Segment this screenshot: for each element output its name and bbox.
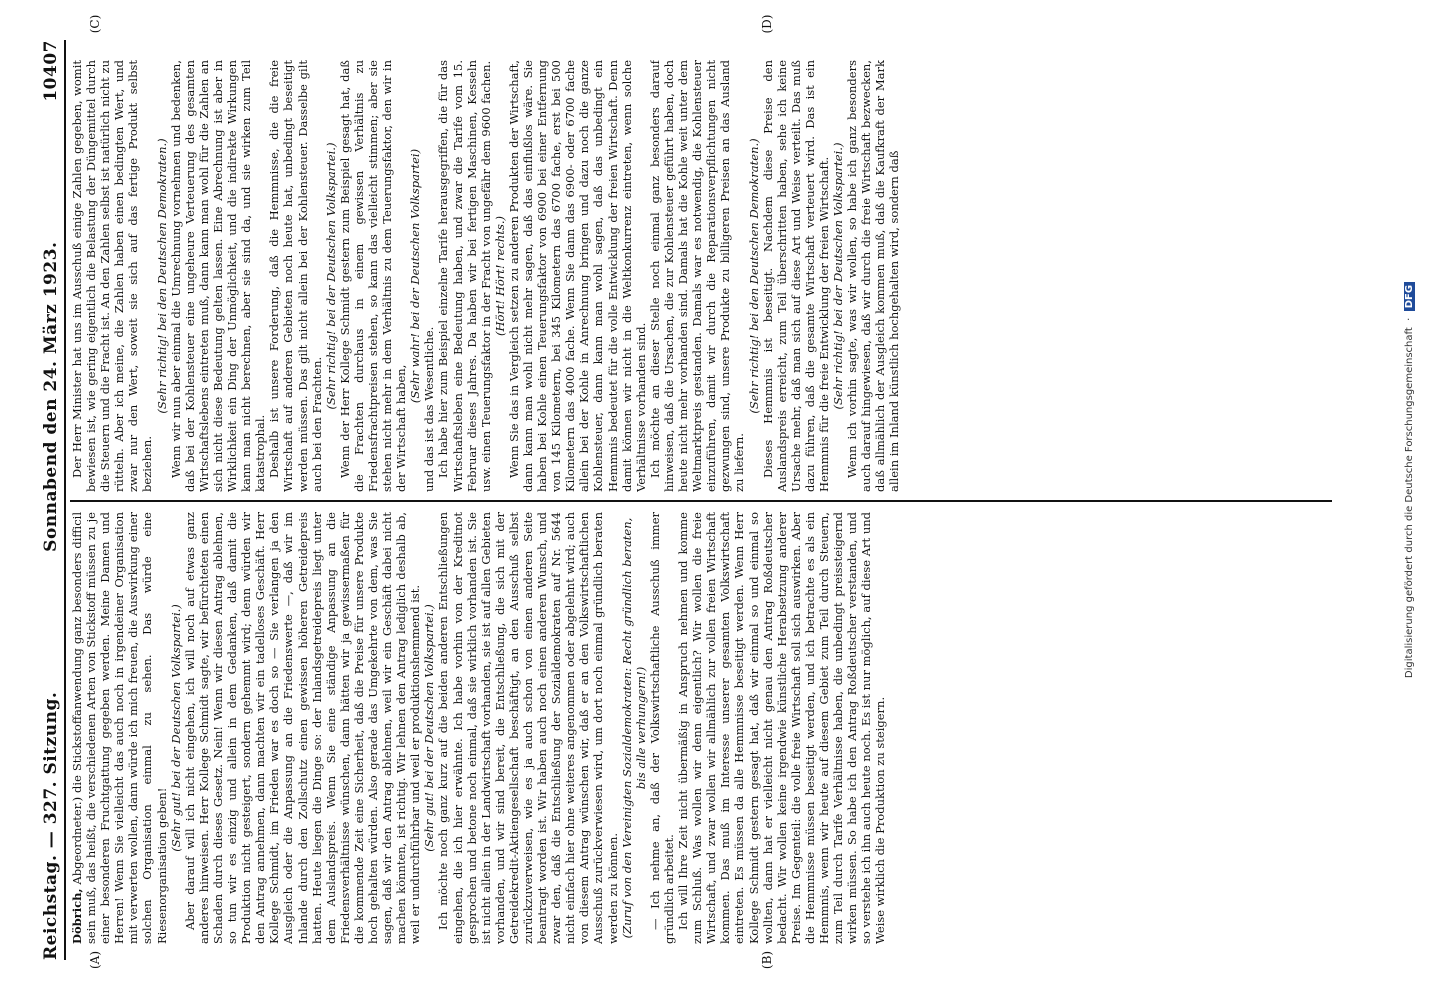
paragraph-text: Der Herr Minister hat uns im Ausschuß einige Zahlen gegeben, womit bewiesen ist, wie gering eigentlich die Belastung der Düngemittel durch die Steuern und die Fracht ist. An den Zahlen selbst ist natürlich nicht zu rütteln. Aber ich meine, die Zahlen haben einen bedingten Wert, und zwar nur den Wert, soweit sie sich auf das fertige Produkt selbst beziehen. — [70, 60, 155, 492]
margin-marker-a: (A) — [88, 950, 102, 970]
page-header — [40, 40, 62, 960]
speaker-name: Döbrich, — [70, 888, 84, 944]
paragraph-text: Wenn der Herr Kollege Schmidt gestern zum Beispiel gesagt hat, daß die Frachten durchaus in einem gewissen Verhältnis zu Friedensfrachtpreisen stehen, so kann das vielleicht stimmen; aber sie stehen nicht mehr in dem Verhältnis zu dem Teuerungsfaktor, den wir in der Wirtschaft haben, — [337, 60, 409, 492]
interjection: (Sehr gut! bei der Deutschen Volkspartei.) — [422, 604, 437, 852]
margin-marker-d: (D) — [760, 14, 774, 34]
header-rule — [64, 40, 66, 960]
interjection: (Sehr gut! bei der Deutschen Volkspartei.) — [168, 604, 183, 852]
paragraph-text: Dieses Hemmnis ist beseitigt. Nachdem diese Preise den Auslandspreis erreicht, zum Teil überschritten haben, sehe ich keine Ursache mehr, daß man sich auf diese Art und Weise verteilt. Das muß dazu führen, daß die gesamte Wirtschaft verteuert wird. Das ist ein Hemmnis für die freie Entwicklung der freien Wirtschaft. — [760, 60, 831, 492]
speech-paragraph — [70, 512, 169, 944]
left-column — [70, 512, 1320, 944]
interjection: (Sehr richtig! bei den Deutschen Demokraten.) — [154, 138, 169, 414]
paragraph-text: Ich will Ihre Zeit nicht übermäßig in Anspruch nehmen und komme zum Schluß. Was wollen wir denn eigentlich? Wir wollen die freie Wirtschaft, und zwar wollen wir allmählich zur vollen freien Wirtschaft kommen. Das muß im Interesse unserer gesamten Volkswirtschaft eintreten. Es müssen da alle Hemmnisse beseitigt werden. Wenn Herr Kollege Schmidt gestern gesagt hat, daß wir einmal so und einmal so wollten, dann hat er vielleicht nicht genau den Antrag Roßdeutscher bedacht. Wir wollen keine irgendwie künstliche Herabsetzung anderer Preise. Im Gegenteil: die volle freie Wirtschaft soll sich auswirken. Aber die Hemmnisse müssen beseitigt werden, und ich betrachte es als ein Hemmnis, wenn wir heute auf diesem Gebiet zum Teil durch Steuern, zum Teil durch Tarife Verhältnisse haben, die unbedingt preissteigernd wirken müssen. So habe ich den Antrag Roßdeutscher verstanden, und so verstehe ich ihn auch heute noch. Es ist nur möglich, auf diese Art und Weise wirklich die Produktion zu steigern. — [676, 512, 888, 944]
paragraph-text: Ich habe hier zum Beispiel einzelne Tarife herausgegriffen, die für das Wirtschaftsleben eine Bedeutung haben, und zwar die Tarife vom 15. Februar dieses Jahres. Da haben wir bei fertigen Maschinen, Kesseln usw. einen Teuerungsfaktor in der Fracht von ungefähr dem 9600 fachen. — [436, 60, 493, 492]
dfg-logo: DFG — [1404, 282, 1415, 311]
paragraph-text: Aber darauf will ich nicht eingehen, ich will noch auf etwas ganz anderes hinweisen. Herr Kollege Schmidt sagte, wir befürchteten einen Schaden durch dieses Gesetz. Nein! Wenn wir diesen Antrag ablehnen, so tun wir es einzig und allein in dem Gedanken, daß damit die Produktion nicht gesteigert, sondern gehemmt wird; denn würden wir den Antrag annehmen, dann machten wir ein tadelloses Geschäft. Herr Kollege Schmidt, im Frieden war es doch so — Sie verlangen ja den Ausgleich oder die Anpassung an die Friedenswerte —, daß wir im Inlande durch den Zollschutz einen gewissen höheren Getreidepreis hatten. Heute liegen die Dinge so: der Inlandsgetreidepreis liegt unter dem Auslandspreis. Wenn Sie eine ständige Anpassung an die Friedensverhältnisse wünschen, dann hätten wir ja gewissermaßen für die kommende Zeit eine Sicherheit, daß die Preise für unsere Produkte hoch gehalten würden. Also gerade das Umgekehrte von dem, was Sie sagen, daß wir den Antrag ablehnen, weil wir ein Geschäft dabei nicht machen könnten, ist richtig. Wir lehnen den Antrag lediglich deshalb ab, weil er undurchführbar und weil er produktionshemmend ist. — [182, 512, 423, 944]
interjection: (Hört! Hört! rechts.) — [492, 216, 507, 336]
margin-marker-b: (B) — [760, 950, 774, 970]
paragraph-text: Ich möchte noch ganz kurz auf die beiden anderen Entschließungen eingehen, die ich hier erwähnte. Ich habe vorhin von der Kreditnot gesprochen und betone noch einmal, daß sie wirklich vorhanden ist. Sie ist nicht allein in der Landwirtschaft vorhanden, sie ist auf allen Gebieten vorhanden, und wir sind bereit, die Entschließung, die sich mit der Getreidekredit-Aktiengesellschaft beschäftigt, an den Ausschuß selbst zurückzuverweisen, wie es ja auch schon von einen anderen Seite beantragt worden ist. Wir haben auch noch einen anderen Wunsch, und zwar den, daß die Entschließung der Sozialdemokraten auf Nr. 5644 nicht einfach hier ohne weiteres angenommen oder abgelehnt wird; auch von diesem Antrag wünschen wir, daß er an den Volkswirtschaftlichen Ausschuß zurückverwiesen wird, um dort noch einmal gründlich beraten werden zu können. — [436, 512, 620, 944]
page-number: 10407 — [41, 40, 61, 102]
interjection: (Sehr richtig! bei der Deutschen Volkspartei.) — [323, 142, 338, 410]
interjection: (Sehr richtig! bei der Deutschen Volkspartei.) — [831, 142, 846, 410]
speaker-role: Abgeordneter.) — [70, 796, 84, 885]
header-date: Sonnabend den 24. März 1923. — [41, 241, 61, 552]
paragraph-text: — Ich nehme an, daß der Volkswirtschaftliche Ausschuß immer gründlich arbeitet. — [647, 512, 676, 944]
margin-marker-c: (C) — [88, 14, 102, 34]
column-separator — [70, 500, 1332, 502]
digitization-credit: Digitalisierung gefördert durch die Deutsche Forschungsgemeinschaft · DFG — [1404, 30, 1420, 930]
interjection: (Sehr wahr! bei der Deutschen Volkspartei) — [408, 148, 423, 404]
credit-text: Digitalisierung gefördert durch die Deutsche Forschungsgemeinschaft — [1404, 327, 1415, 679]
paragraph-text: Wenn Sie das in Vergleich setzen zu anderen Produkten der Wirtschaft, dann kann man wohl nicht mehr sagen, daß das einflußlos wäre. Sie haben bei Kohle einen Teuerungsfaktor von 6900 bei einer Entfernung von 145 Kilometern, bei 345 Kilometern das 6700 fache, erst bei 500 Kilometern das 4000 fache. Wenn Sie dann das 6900- oder 6700 fache allein bei der Kohle in Anrechnung bringen und dazu noch die ganze Kohlensteuer, dann kann man wohl sagen, daß das unbedingt ein Hemmnis bedeutet für die volle Entwicklung der freien Wirtschaft. Denn damit können wir nicht in die Weltkonkurrenz eintreten, wenn solche Verhältnisse vorhanden sind. — [506, 60, 648, 492]
interjection: (Zuruf von den Vereinigten Sozialdemokraten: Recht gründlich beraten, bis alle verhungern!) — [619, 517, 648, 939]
right-column — [70, 60, 1320, 492]
paragraph-text: und das ist das Wesentliche. — [422, 326, 437, 492]
interjection: (Sehr richtig! bei den Deutschen Demokraten.) — [746, 138, 761, 414]
paragraph-text: die Stickstoffanwendung ganz besonders difficil sein muß, das heißt, die verschiedenen Arten von Stickstoff müssen zu je einer besonderen Fruchtgattung gegeben werden. Meine Damen und Herren! Wenn Sie vielleicht das auch noch in irgendeiner Organisation mit verwerten wollen, dann würde ich mich freuen, die Auswirkung einer solchen Organisation einmal zu sehen. Das würde eine Riesenorganisation geben! — [70, 512, 169, 944]
paragraph-text: Ich möchte an dieser Stelle noch einmal ganz besonders darauf hinweisen, daß die Ursachen, die zur Kohlensteuer geführt haben, doch heute nicht mehr vorhanden sind. Damals hat die Kohle weit unter dem Weltmarktpreis gestanden. Damals war es notwendig, die Kohlensteuer einzuführen, damit wir durch die Reparationsverpflichtungen nicht gezwungen sind, unsere Produkte zu billigeren Preisen an das Ausland zu liefern. — [647, 60, 747, 492]
header-left: Reichstag. — 327. Sitzung. — [41, 691, 61, 960]
paragraph-text: Deshalb ist unsere Forderung, daß die Hemmnisse, die die freie Wirtschaft auf anderen Gebieten noch heute hat, unbedingt beseitigt werden müssen. Das gilt nicht allein bei der Kohlensteuer. Dasselbe gilt auch bei den Frachten. — [267, 60, 324, 492]
paragraph-text: Wenn ich vorhin sagte, was wir wollen, so habe ich ganz besonders auch darauf hingewiesen, daß wir durch die freie Wirtschaft bezwecken, daß allmählich der Ausgleich kommen muß, daß die Kaufkraft der Mark allein im Inland künstlich hochgehalten wird, sondern daß — [845, 60, 902, 492]
paragraph-text: Wenn wir nun aber einmal die Umrechnung vornehmen und bedenken, daß bei der Kohlensteuer eine ungeheure Verteuerung des gesamten Wirtschaftslebens eintreten muß, dann kann man wohl für die Zahlen an sich nicht diese Bedeutung gelten lassen. Eine Abrechnung ist aber in Wirklichkeit ein Ding der Unmöglichkeit, und die indirekte Wirkungen kann man nicht berechnen, aber sie sind da, und sie wirken zum Teil katastrophal. — [168, 60, 268, 492]
